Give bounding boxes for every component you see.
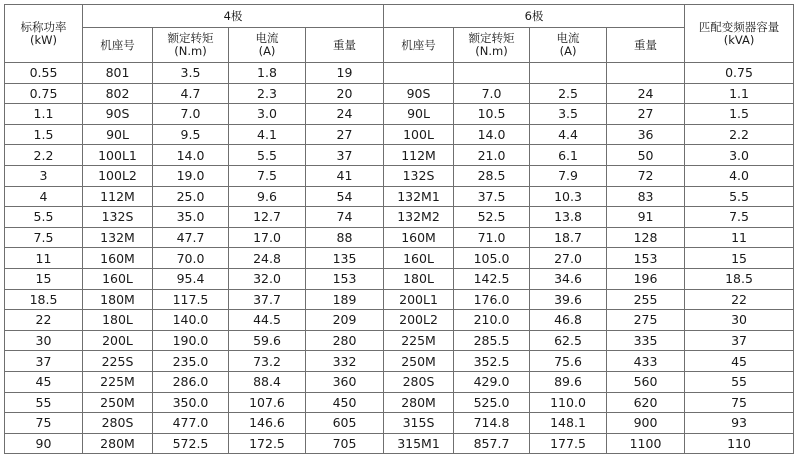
frame-4p-cell: 802: [83, 83, 153, 104]
frame-4p-cell: 200L: [83, 330, 153, 351]
weight-4p-cell: 153: [306, 268, 384, 289]
weight-4p-cell: 280: [306, 330, 384, 351]
current-4p-cell: 24.8: [229, 248, 306, 269]
current-4p-cell: 4.1: [229, 124, 306, 145]
frame-6p-cell: 180L: [384, 268, 454, 289]
current-4p-cell: 37.7: [229, 289, 306, 310]
table-row: [5, 104, 794, 125]
weight-4p-cell: 27: [306, 124, 384, 145]
table-row: [5, 413, 794, 434]
frame-4p-cell: 90L: [83, 124, 153, 145]
torque-4p-cell: 235.0: [153, 351, 229, 372]
table-row: [5, 248, 794, 269]
header-row-1: [5, 5, 794, 28]
current-6p-cell: 13.8: [530, 207, 607, 228]
power-kw-cell: 1.5: [5, 124, 83, 145]
4-pole-group-header: 4极: [83, 5, 384, 28]
power-kw-cell: 75: [5, 413, 83, 434]
current-header-6p: 电流 (A): [530, 28, 607, 63]
motor-spec-table: [4, 4, 794, 454]
torque-4p-cell: 117.5: [153, 289, 229, 310]
current-6p-cell: 6.1: [530, 145, 607, 166]
vfd-kva-cell: 55: [685, 371, 794, 392]
current-header-4p: 电流 (A): [229, 28, 306, 63]
torque-6p-cell: 857.7: [454, 433, 530, 454]
table-row: [5, 124, 794, 145]
frame-6p-cell: 200L2: [384, 310, 454, 331]
frame-4p-cell: 801: [83, 63, 153, 84]
weight-header-6p: 重量: [607, 28, 685, 63]
table-row: [5, 310, 794, 331]
weight-4p-cell: 360: [306, 371, 384, 392]
current-4p-cell: 32.0: [229, 268, 306, 289]
power-kw-cell: 15: [5, 268, 83, 289]
vfd-kva-cell: 1.1: [685, 83, 794, 104]
power-header: 标称功率 (kW): [5, 5, 83, 63]
torque-4p-cell: 95.4: [153, 268, 229, 289]
table-row: [5, 371, 794, 392]
torque-4p-cell: 25.0: [153, 186, 229, 207]
weight-6p-cell: 153: [607, 248, 685, 269]
header-row-2: [5, 28, 794, 63]
current-6p-cell: 62.5: [530, 330, 607, 351]
vfd-kva-cell: 11: [685, 227, 794, 248]
power-kw-cell: 2.2: [5, 145, 83, 166]
current-6p-cell: 46.8: [530, 310, 607, 331]
power-kw-cell: 4: [5, 186, 83, 207]
frame-6p-cell: [384, 63, 454, 84]
vfd-kva-cell: 45: [685, 351, 794, 372]
table-row: [5, 165, 794, 186]
torque-6p-cell: 71.0: [454, 227, 530, 248]
torque-6p-cell: 21.0: [454, 145, 530, 166]
frame-6p-cell: 132M2: [384, 207, 454, 228]
frame-4p-cell: 160M: [83, 248, 153, 269]
frame-6p-cell: 132S: [384, 165, 454, 186]
frame-4p-cell: 180M: [83, 289, 153, 310]
vfd-kva-cell: 93: [685, 413, 794, 434]
frame-4p-cell: 160L: [83, 268, 153, 289]
weight-4p-cell: 135: [306, 248, 384, 269]
power-kw-cell: 55: [5, 392, 83, 413]
weight-6p-cell: 83: [607, 186, 685, 207]
weight-6p-cell: 50: [607, 145, 685, 166]
frame-6p-cell: 280S: [384, 371, 454, 392]
weight-6p-cell: 1100: [607, 433, 685, 454]
vfd-kva-cell: 15: [685, 248, 794, 269]
frame-6p-cell: 160M: [384, 227, 454, 248]
frame-4p-cell: 180L: [83, 310, 153, 331]
torque-4p-cell: 9.5: [153, 124, 229, 145]
weight-4p-cell: 54: [306, 186, 384, 207]
weight-header-4p: 重量: [306, 28, 384, 63]
torque-6p-cell: 142.5: [454, 268, 530, 289]
weight-4p-cell: 20: [306, 83, 384, 104]
current-6p-cell: 27.0: [530, 248, 607, 269]
current-4p-cell: 44.5: [229, 310, 306, 331]
torque-6p-cell: 429.0: [454, 371, 530, 392]
current-4p-cell: 5.5: [229, 145, 306, 166]
vfd-kva-cell: 37: [685, 330, 794, 351]
torque-header-4p: 额定转矩 (N.m): [153, 28, 229, 63]
frame-4p-cell: 112M: [83, 186, 153, 207]
current-4p-cell: 172.5: [229, 433, 306, 454]
frame-6p-cell: 225M: [384, 330, 454, 351]
current-4p-cell: 7.5: [229, 165, 306, 186]
frame-header-6p: 机座号: [384, 28, 454, 63]
current-4p-cell: 107.6: [229, 392, 306, 413]
table-row: [5, 268, 794, 289]
torque-4p-cell: 140.0: [153, 310, 229, 331]
frame-4p-cell: 100L2: [83, 165, 153, 186]
weight-6p-cell: 91: [607, 207, 685, 228]
weight-4p-cell: 450: [306, 392, 384, 413]
table-row: [5, 392, 794, 413]
table-row: [5, 330, 794, 351]
weight-6p-cell: 128: [607, 227, 685, 248]
vfd-kva-cell: 5.5: [685, 186, 794, 207]
weight-6p-cell: [607, 63, 685, 84]
frame-6p-cell: 90S: [384, 83, 454, 104]
current-4p-cell: 88.4: [229, 371, 306, 392]
table-row: [5, 227, 794, 248]
torque-6p-cell: 7.0: [454, 83, 530, 104]
frame-6p-cell: 315M1: [384, 433, 454, 454]
vfd-capacity-header: 匹配变频器容量 (kVA): [685, 5, 794, 63]
frame-4p-cell: 90S: [83, 104, 153, 125]
current-6p-cell: [530, 63, 607, 84]
frame-6p-cell: 132M1: [384, 186, 454, 207]
current-6p-cell: 3.5: [530, 104, 607, 125]
power-kw-cell: 37: [5, 351, 83, 372]
frame-4p-cell: 100L1: [83, 145, 153, 166]
current-4p-cell: 1.8: [229, 63, 306, 84]
torque-4p-cell: 4.7: [153, 83, 229, 104]
power-kw-cell: 0.75: [5, 83, 83, 104]
frame-6p-cell: 315S: [384, 413, 454, 434]
weight-6p-cell: 900: [607, 413, 685, 434]
current-6p-cell: 4.4: [530, 124, 607, 145]
vfd-kva-cell: 18.5: [685, 268, 794, 289]
vfd-kva-cell: 3.0: [685, 145, 794, 166]
torque-4p-cell: 286.0: [153, 371, 229, 392]
frame-4p-cell: 280S: [83, 413, 153, 434]
frame-6p-cell: 200L1: [384, 289, 454, 310]
weight-6p-cell: 275: [607, 310, 685, 331]
torque-6p-cell: 10.5: [454, 104, 530, 125]
table-row: [5, 351, 794, 372]
torque-6p-cell: 352.5: [454, 351, 530, 372]
current-6p-cell: 148.1: [530, 413, 607, 434]
weight-6p-cell: 36: [607, 124, 685, 145]
current-4p-cell: 2.3: [229, 83, 306, 104]
weight-4p-cell: 605: [306, 413, 384, 434]
vfd-kva-cell: 30: [685, 310, 794, 331]
vfd-kva-cell: 110: [685, 433, 794, 454]
frame-4p-cell: 225M: [83, 371, 153, 392]
current-6p-cell: 177.5: [530, 433, 607, 454]
power-kw-cell: 30: [5, 330, 83, 351]
current-6p-cell: 18.7: [530, 227, 607, 248]
torque-6p-cell: 28.5: [454, 165, 530, 186]
torque-6p-cell: 37.5: [454, 186, 530, 207]
6-pole-group-header: 6极: [384, 5, 685, 28]
frame-6p-cell: 160L: [384, 248, 454, 269]
table-body: [5, 63, 794, 454]
torque-6p-cell: 210.0: [454, 310, 530, 331]
torque-4p-cell: 477.0: [153, 413, 229, 434]
frame-6p-cell: 280M: [384, 392, 454, 413]
torque-6p-cell: 176.0: [454, 289, 530, 310]
weight-4p-cell: 332: [306, 351, 384, 372]
current-6p-cell: 110.0: [530, 392, 607, 413]
weight-4p-cell: 19: [306, 63, 384, 84]
vfd-kva-cell: 1.5: [685, 104, 794, 125]
frame-4p-cell: 132S: [83, 207, 153, 228]
torque-header-6p: 额定转矩 (N.m): [454, 28, 530, 63]
torque-6p-cell: 14.0: [454, 124, 530, 145]
torque-4p-cell: 35.0: [153, 207, 229, 228]
power-kw-cell: 90: [5, 433, 83, 454]
table-row: [5, 207, 794, 228]
power-kw-cell: 7.5: [5, 227, 83, 248]
table-row: [5, 145, 794, 166]
table-row: [5, 63, 794, 84]
power-kw-cell: 11: [5, 248, 83, 269]
frame-6p-cell: 100L: [384, 124, 454, 145]
power-kw-cell: 1.1: [5, 104, 83, 125]
current-4p-cell: 12.7: [229, 207, 306, 228]
power-kw-cell: 3: [5, 165, 83, 186]
torque-6p-cell: 105.0: [454, 248, 530, 269]
table-row: [5, 83, 794, 104]
power-kw-cell: 0.55: [5, 63, 83, 84]
frame-4p-cell: 132M: [83, 227, 153, 248]
weight-4p-cell: 41: [306, 165, 384, 186]
vfd-kva-cell: 7.5: [685, 207, 794, 228]
power-kw-cell: 45: [5, 371, 83, 392]
torque-6p-cell: 285.5: [454, 330, 530, 351]
current-6p-cell: 10.3: [530, 186, 607, 207]
power-kw-cell: 22: [5, 310, 83, 331]
weight-4p-cell: 37: [306, 145, 384, 166]
torque-4p-cell: 190.0: [153, 330, 229, 351]
torque-4p-cell: 19.0: [153, 165, 229, 186]
vfd-kva-cell: 4.0: [685, 165, 794, 186]
weight-4p-cell: 74: [306, 207, 384, 228]
weight-6p-cell: 433: [607, 351, 685, 372]
torque-6p-cell: 52.5: [454, 207, 530, 228]
current-6p-cell: 39.6: [530, 289, 607, 310]
vfd-kva-cell: 0.75: [685, 63, 794, 84]
weight-6p-cell: 72: [607, 165, 685, 186]
frame-4p-cell: 280M: [83, 433, 153, 454]
torque-6p-cell: 714.8: [454, 413, 530, 434]
torque-4p-cell: 572.5: [153, 433, 229, 454]
weight-4p-cell: 24: [306, 104, 384, 125]
weight-6p-cell: 196: [607, 268, 685, 289]
weight-4p-cell: 189: [306, 289, 384, 310]
frame-4p-cell: 225S: [83, 351, 153, 372]
vfd-kva-cell: 75: [685, 392, 794, 413]
torque-4p-cell: 350.0: [153, 392, 229, 413]
weight-6p-cell: 560: [607, 371, 685, 392]
current-6p-cell: 75.6: [530, 351, 607, 372]
power-kw-cell: 5.5: [5, 207, 83, 228]
torque-4p-cell: 14.0: [153, 145, 229, 166]
weight-6p-cell: 24: [607, 83, 685, 104]
vfd-kva-cell: 22: [685, 289, 794, 310]
frame-header-4p: 机座号: [83, 28, 153, 63]
torque-6p-cell: 525.0: [454, 392, 530, 413]
weight-4p-cell: 209: [306, 310, 384, 331]
weight-6p-cell: 620: [607, 392, 685, 413]
frame-6p-cell: 112M: [384, 145, 454, 166]
current-4p-cell: 59.6: [229, 330, 306, 351]
table-row: [5, 289, 794, 310]
weight-4p-cell: 88: [306, 227, 384, 248]
table-row: [5, 186, 794, 207]
vfd-kva-cell: 2.2: [685, 124, 794, 145]
current-4p-cell: 73.2: [229, 351, 306, 372]
current-4p-cell: 9.6: [229, 186, 306, 207]
weight-6p-cell: 27: [607, 104, 685, 125]
current-6p-cell: 7.9: [530, 165, 607, 186]
weight-4p-cell: 705: [306, 433, 384, 454]
torque-4p-cell: 70.0: [153, 248, 229, 269]
frame-6p-cell: 250M: [384, 351, 454, 372]
frame-4p-cell: 250M: [83, 392, 153, 413]
frame-6p-cell: 90L: [384, 104, 454, 125]
power-kw-cell: 18.5: [5, 289, 83, 310]
current-6p-cell: 34.6: [530, 268, 607, 289]
torque-4p-cell: 3.5: [153, 63, 229, 84]
current-6p-cell: 89.6: [530, 371, 607, 392]
torque-4p-cell: 7.0: [153, 104, 229, 125]
current-6p-cell: 2.5: [530, 83, 607, 104]
table-row: [5, 433, 794, 454]
weight-6p-cell: 335: [607, 330, 685, 351]
weight-6p-cell: 255: [607, 289, 685, 310]
torque-4p-cell: 47.7: [153, 227, 229, 248]
current-4p-cell: 17.0: [229, 227, 306, 248]
current-4p-cell: 3.0: [229, 104, 306, 125]
torque-6p-cell: [454, 63, 530, 84]
current-4p-cell: 146.6: [229, 413, 306, 434]
